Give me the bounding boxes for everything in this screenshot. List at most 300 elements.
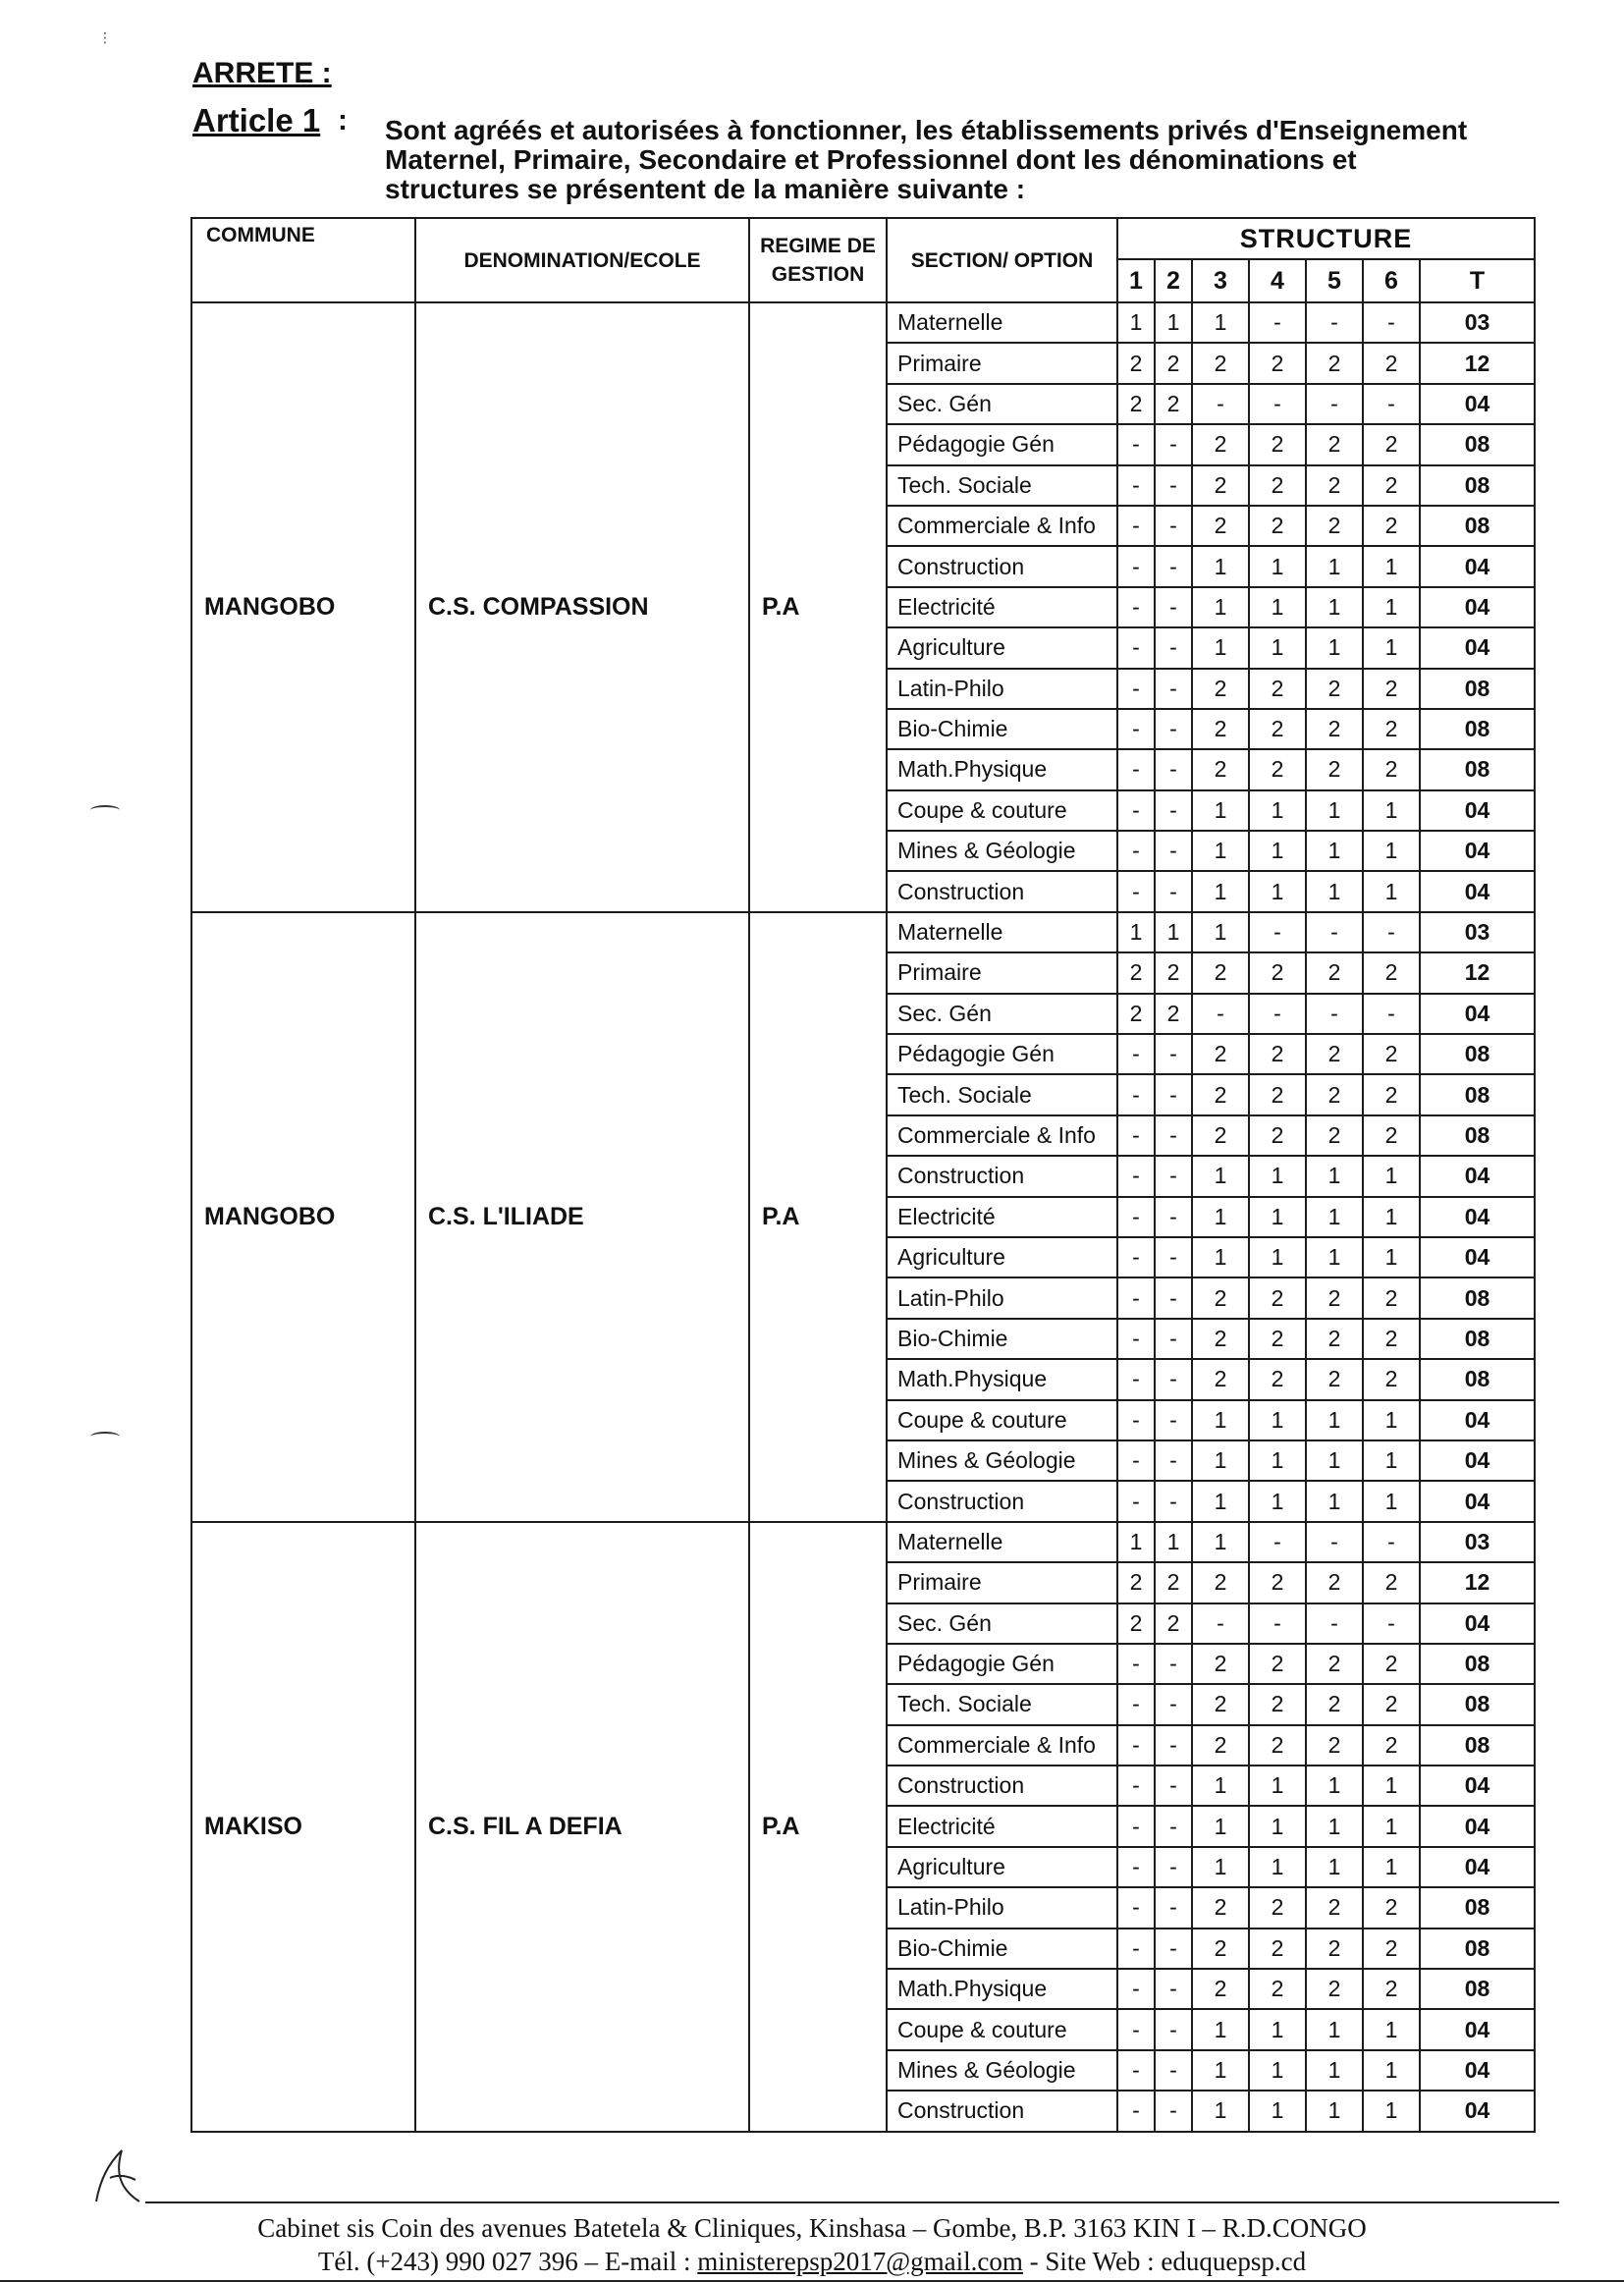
header-denomination: DENOMINATION/ECOLE [415,218,749,302]
section-cell: Tech. Sociale [887,1074,1117,1114]
year-3-cell: 2 [1192,1725,1249,1766]
year-1-cell: 1 [1117,302,1155,343]
year-6-cell: 1 [1363,1156,1420,1196]
section-cell: Primaire [887,952,1117,993]
arrete-heading: ARRETE : [192,57,332,89]
total-cell: 12 [1420,952,1535,993]
year-1-cell: - [1117,1277,1155,1318]
year-4-cell: 2 [1249,1725,1306,1766]
section-cell: Commerciale & Info [887,1115,1117,1156]
year-1-cell: - [1117,1929,1155,1969]
total-cell: 04 [1420,831,1535,871]
year-3-cell: - [1192,1603,1249,1644]
section-cell: Construction [887,2091,1117,2131]
year-6-cell: 2 [1363,1319,1420,1359]
year-2-cell: - [1155,709,1192,749]
section-cell: Bio-Chimie [887,1319,1117,1359]
year-5-cell: 1 [1306,1400,1363,1440]
year-1-cell: - [1117,749,1155,789]
year-3-cell: 2 [1192,506,1249,546]
year-5-cell: 1 [1306,2050,1363,2091]
year-3-cell: 1 [1192,1197,1249,1237]
year-6-cell: 1 [1363,831,1420,871]
year-1-cell: - [1117,1197,1155,1237]
year-2-cell: - [1155,424,1192,464]
year-4-cell: 2 [1249,709,1306,749]
year-1-cell: - [1117,2009,1155,2049]
article-label: Article 1 [192,102,321,138]
total-cell: 04 [1420,994,1535,1034]
year-1-cell: - [1117,424,1155,464]
year-6-cell: 2 [1363,506,1420,546]
year-5-cell: 1 [1306,1806,1363,1846]
year-5-cell: 2 [1306,1684,1363,1724]
year-1-cell: - [1117,506,1155,546]
section-cell: Coupe & couture [887,2009,1117,2049]
year-1-cell: - [1117,1969,1155,2009]
year-4-cell: 1 [1249,1481,1306,1521]
year-3-cell: 1 [1192,1400,1249,1440]
year-5-cell: - [1306,1522,1363,1562]
year-6-cell: 2 [1363,1725,1420,1766]
year-4-cell: 1 [1249,1156,1306,1196]
year-1-cell: - [1117,2050,1155,2091]
year-3-cell: 1 [1192,1440,1249,1481]
year-2-cell: - [1155,1115,1192,1156]
section-cell: Mines & Géologie [887,2050,1117,2091]
year-5-cell: 2 [1306,1074,1363,1114]
total-cell: 08 [1420,506,1535,546]
year-2-cell: - [1155,587,1192,627]
section-cell: Electricité [887,587,1117,627]
total-cell: 04 [1420,2050,1535,2091]
year-2-cell: - [1155,2009,1192,2049]
year-4-cell: 1 [1249,627,1306,668]
section-cell: Commerciale & Info [887,506,1117,546]
total-cell: 08 [1420,1887,1535,1928]
year-4-cell: 2 [1249,1319,1306,1359]
year-2-cell: - [1155,1644,1192,1684]
year-1-cell: - [1117,1156,1155,1196]
year-4-cell: 1 [1249,790,1306,831]
commune-cell: MANGOBO [191,302,415,912]
year-2-cell: - [1155,1074,1192,1114]
year-4-cell: 2 [1249,343,1306,383]
year-3-cell: 1 [1192,1522,1249,1562]
total-cell: 04 [1420,871,1535,911]
year-2-cell: - [1155,1197,1192,1237]
section-cell: Sec. Gén [887,1603,1117,1644]
total-cell: 08 [1420,465,1535,506]
year-1-cell: 2 [1117,1562,1155,1603]
year-4-cell: 1 [1249,1400,1306,1440]
year-2-cell: - [1155,1847,1192,1887]
total-cell: 04 [1420,2009,1535,2049]
year-1-cell: - [1117,2091,1155,2131]
section-cell: Maternelle [887,1522,1117,1562]
year-3-cell: 2 [1192,1644,1249,1684]
section-cell: Latin-Philo [887,1277,1117,1318]
section-cell: Electricité [887,1806,1117,1846]
year-2-cell: 2 [1155,1562,1192,1603]
year-5-cell: 2 [1306,343,1363,383]
year-3-cell: 1 [1192,587,1249,627]
year-3-cell: 2 [1192,1684,1249,1724]
margin-punch-mark [90,805,120,815]
year-6-cell: 2 [1363,465,1420,506]
total-cell: 04 [1420,1766,1535,1806]
year-5-cell: 2 [1306,1644,1363,1684]
year-5-cell: 2 [1306,749,1363,789]
section-cell: Tech. Sociale [887,1684,1117,1724]
year-6-cell: 1 [1363,871,1420,911]
year-1-cell: - [1117,1887,1155,1928]
year-6-cell: - [1363,1522,1420,1562]
header-year-5: 5 [1306,259,1363,302]
total-cell: 04 [1420,2091,1535,2131]
year-6-cell: 1 [1363,1766,1420,1806]
year-6-cell: 2 [1363,1074,1420,1114]
year-2-cell: - [1155,1806,1192,1846]
year-6-cell: 1 [1363,2091,1420,2131]
article-text-line-1: Sont agréés et autorisées à fonctionner, les établissements privés d'Enseignement [385,115,1468,145]
year-1-cell: - [1117,1115,1155,1156]
total-cell: 04 [1420,1603,1535,1644]
year-2-cell: 1 [1155,912,1192,952]
year-5-cell: - [1306,994,1363,1034]
year-6-cell: 2 [1363,669,1420,709]
year-6-cell: - [1363,384,1420,424]
year-1-cell: - [1117,1359,1155,1399]
year-2-cell: - [1155,1766,1192,1806]
year-6-cell: 2 [1363,709,1420,749]
total-cell: 08 [1420,1034,1535,1074]
year-2-cell: - [1155,1319,1192,1359]
year-4-cell: 1 [1249,2091,1306,2131]
year-2-cell: - [1155,1277,1192,1318]
section-cell: Commerciale & Info [887,1725,1117,1766]
year-6-cell: 1 [1363,627,1420,668]
year-3-cell: 2 [1192,424,1249,464]
year-2-cell: - [1155,546,1192,586]
total-cell: 04 [1420,627,1535,668]
year-5-cell: 2 [1306,669,1363,709]
year-4-cell: - [1249,1603,1306,1644]
year-6-cell: - [1363,994,1420,1034]
commune-cell: MAKISO [191,1522,415,2132]
year-5-cell: - [1306,912,1363,952]
year-1-cell: - [1117,587,1155,627]
year-3-cell: 1 [1192,546,1249,586]
table-header [191,218,1535,302]
total-cell: 08 [1420,1115,1535,1156]
year-4-cell: 1 [1249,1440,1306,1481]
header-year-4: 4 [1249,259,1306,302]
section-cell: Latin-Philo [887,669,1117,709]
total-cell: 04 [1420,1400,1535,1440]
year-6-cell: 2 [1363,1115,1420,1156]
section-cell: Tech. Sociale [887,465,1117,506]
section-cell: Agriculture [887,627,1117,668]
year-4-cell: 1 [1249,1237,1306,1277]
year-6-cell: 2 [1363,1644,1420,1684]
year-4-cell: 2 [1249,1562,1306,1603]
total-cell: 04 [1420,1481,1535,1521]
year-1-cell: - [1117,1684,1155,1724]
year-3-cell: 2 [1192,1359,1249,1399]
total-cell: 08 [1420,1929,1535,1969]
year-2-cell: - [1155,669,1192,709]
section-cell: Sec. Gén [887,384,1117,424]
section-cell: Construction [887,1156,1117,1196]
year-2-cell: - [1155,1156,1192,1196]
year-6-cell: 1 [1363,2050,1420,2091]
year-5-cell: 2 [1306,1034,1363,1074]
year-1-cell: - [1117,1319,1155,1359]
section-cell: Sec. Gén [887,994,1117,1034]
year-2-cell: - [1155,465,1192,506]
footer-phone: Tél. (+243) 990 027 396 – E-mail : [317,2247,698,2276]
year-2-cell: - [1155,1929,1192,1969]
year-5-cell: 1 [1306,627,1363,668]
year-4-cell: 1 [1249,1806,1306,1846]
regime-cell: P.A [749,302,887,912]
year-3-cell: 2 [1192,1562,1249,1603]
header-year-1: 1 [1117,259,1155,302]
year-6-cell: - [1363,912,1420,952]
year-6-cell: 2 [1363,1359,1420,1399]
year-1-cell: - [1117,1806,1155,1846]
year-2-cell: - [1155,1359,1192,1399]
year-6-cell: 1 [1363,790,1420,831]
year-1-cell: - [1117,669,1155,709]
year-5-cell: 1 [1306,587,1363,627]
year-4-cell: - [1249,384,1306,424]
year-2-cell: - [1155,506,1192,546]
year-5-cell: 2 [1306,1562,1363,1603]
table-row [191,1522,1535,1562]
table-row [191,912,1535,952]
total-cell: 04 [1420,1237,1535,1277]
article-colon: : [338,104,348,136]
year-3-cell: 1 [1192,871,1249,911]
year-2-cell: - [1155,1684,1192,1724]
section-cell: Construction [887,1766,1117,1806]
year-1-cell: - [1117,709,1155,749]
regime-cell: P.A [749,912,887,1522]
year-1-cell: - [1117,1644,1155,1684]
year-2-cell: - [1155,1400,1192,1440]
year-2-cell: - [1155,831,1192,871]
regime-cell: P.A [749,1522,887,2132]
year-6-cell: 2 [1363,1887,1420,1928]
footer-website: - Site Web : eduquepsp.cd [1022,2247,1307,2276]
year-1-cell: - [1117,465,1155,506]
year-4-cell: 1 [1249,1766,1306,1806]
year-2-cell: - [1155,2091,1192,2131]
section-cell: Maternelle [887,912,1117,952]
article-text-line-3: structures se présentent de la manière suivante : [385,174,1026,204]
year-2-cell: - [1155,1237,1192,1277]
year-5-cell: 2 [1306,1319,1363,1359]
total-cell: 08 [1420,669,1535,709]
total-cell: 08 [1420,1684,1535,1724]
year-3-cell: 1 [1192,831,1249,871]
section-cell: Agriculture [887,1847,1117,1887]
year-3-cell: 1 [1192,912,1249,952]
year-4-cell: 2 [1249,1684,1306,1724]
year-3-cell: 1 [1192,1156,1249,1196]
footer-address: Cabinet sis Coin des avenues Batetela & Cliniques, Kinshasa – Gombe, B.P. 3163 KIN I – R.D.CONGO [257,2213,1367,2243]
year-1-cell: - [1117,1481,1155,1521]
year-5-cell: 1 [1306,2009,1363,2049]
year-6-cell: 1 [1363,1806,1420,1846]
year-5-cell: 1 [1306,546,1363,586]
year-1-cell: 1 [1117,912,1155,952]
section-cell: Coupe & couture [887,1400,1117,1440]
year-6-cell: 1 [1363,1237,1420,1277]
year-3-cell: 2 [1192,709,1249,749]
total-cell: 08 [1420,1319,1535,1359]
year-4-cell: 2 [1249,1359,1306,1399]
year-3-cell: 1 [1192,2009,1249,2049]
year-5-cell: 2 [1306,1277,1363,1318]
margin-punch-mark [90,1432,120,1441]
total-cell: 04 [1420,1156,1535,1196]
footer-email-link[interactable]: ministerepsp2017@gmail.com [697,2247,1023,2276]
year-5-cell: 2 [1306,465,1363,506]
year-4-cell: 2 [1249,749,1306,789]
year-4-cell: 1 [1249,831,1306,871]
year-3-cell: 1 [1192,1766,1249,1806]
year-6-cell: 1 [1363,546,1420,586]
total-cell: 08 [1420,749,1535,789]
year-5-cell: 2 [1306,424,1363,464]
year-5-cell: 2 [1306,1359,1363,1399]
year-6-cell: 2 [1363,1562,1420,1603]
year-1-cell: 1 [1117,1522,1155,1562]
year-3-cell: 2 [1192,1074,1249,1114]
section-cell: Primaire [887,1562,1117,1603]
year-1-cell: - [1117,1766,1155,1806]
total-cell: 03 [1420,912,1535,952]
school-cell: C.S. COMPASSION [415,302,749,912]
year-5-cell: 2 [1306,1887,1363,1928]
header-regime: REGIME DE GESTION [749,218,887,302]
section-cell: Bio-Chimie [887,1929,1117,1969]
total-cell: 04 [1420,1440,1535,1481]
year-5-cell: 1 [1306,1766,1363,1806]
year-1-cell: 2 [1117,343,1155,383]
year-6-cell: 1 [1363,2009,1420,2049]
header-section: SECTION/ OPTION [887,218,1117,302]
year-4-cell: 2 [1249,1115,1306,1156]
year-6-cell: 1 [1363,587,1420,627]
total-cell: 12 [1420,1562,1535,1603]
year-6-cell: 2 [1363,1684,1420,1724]
year-1-cell: - [1117,1034,1155,1074]
year-1-cell: - [1117,1847,1155,1887]
year-2-cell: 2 [1155,994,1192,1034]
year-4-cell: 2 [1249,465,1306,506]
year-4-cell: 2 [1249,669,1306,709]
year-6-cell: - [1363,1603,1420,1644]
year-6-cell: 1 [1363,1481,1420,1521]
year-2-cell: - [1155,790,1192,831]
year-5-cell: 2 [1306,1115,1363,1156]
year-1-cell: 2 [1117,952,1155,993]
year-1-cell: - [1117,831,1155,871]
year-6-cell: 1 [1363,1847,1420,1887]
year-1-cell: - [1117,546,1155,586]
article-text-line-2: Maternel, Primaire, Secondaire et Professionnel dont les dénominations et [385,144,1357,175]
year-2-cell: - [1155,2050,1192,2091]
year-3-cell: 1 [1192,1847,1249,1887]
year-1-cell: - [1117,871,1155,911]
year-1-cell: - [1117,1074,1155,1114]
year-3-cell: 2 [1192,1929,1249,1969]
table-body [191,302,1535,2132]
year-1-cell: - [1117,627,1155,668]
header-commune: COMMUNE [191,218,415,302]
year-5-cell: 1 [1306,871,1363,911]
year-2-cell: 1 [1155,1522,1192,1562]
total-cell: 03 [1420,1522,1535,1562]
section-cell: Construction [887,546,1117,586]
year-4-cell: 2 [1249,424,1306,464]
header-year-6: 6 [1363,259,1420,302]
year-3-cell: 1 [1192,1806,1249,1846]
total-cell: 08 [1420,1074,1535,1114]
year-4-cell: 2 [1249,1034,1306,1074]
year-3-cell: 1 [1192,790,1249,831]
schools-structure-table [190,217,1536,2133]
year-2-cell: - [1155,871,1192,911]
year-4-cell: 1 [1249,871,1306,911]
year-4-cell: 1 [1249,2050,1306,2091]
year-5-cell: 1 [1306,1237,1363,1277]
year-4-cell: 1 [1249,1847,1306,1887]
year-6-cell: 2 [1363,749,1420,789]
year-2-cell: - [1155,1034,1192,1074]
year-3-cell: - [1192,384,1249,424]
year-5-cell: 2 [1306,1725,1363,1766]
total-cell: 03 [1420,302,1535,343]
section-cell: Bio-Chimie [887,709,1117,749]
year-2-cell: - [1155,1440,1192,1481]
year-6-cell: 2 [1363,1034,1420,1074]
year-6-cell: 2 [1363,1277,1420,1318]
total-cell: 04 [1420,790,1535,831]
year-5-cell: 1 [1306,1481,1363,1521]
year-4-cell: 2 [1249,506,1306,546]
year-1-cell: - [1117,1725,1155,1766]
year-5-cell: 1 [1306,1156,1363,1196]
year-4-cell: - [1249,994,1306,1034]
table-row [191,302,1535,343]
header-year-T: T [1420,259,1535,302]
year-4-cell: 2 [1249,1277,1306,1318]
total-cell: 08 [1420,1277,1535,1318]
article-text [379,116,1567,204]
total-cell: 04 [1420,546,1535,586]
section-cell: Math.Physique [887,1359,1117,1399]
year-6-cell: 2 [1363,343,1420,383]
section-cell: Construction [887,1481,1117,1521]
total-cell: 04 [1420,1806,1535,1846]
year-5-cell: - [1306,384,1363,424]
section-cell: Mines & Géologie [887,831,1117,871]
